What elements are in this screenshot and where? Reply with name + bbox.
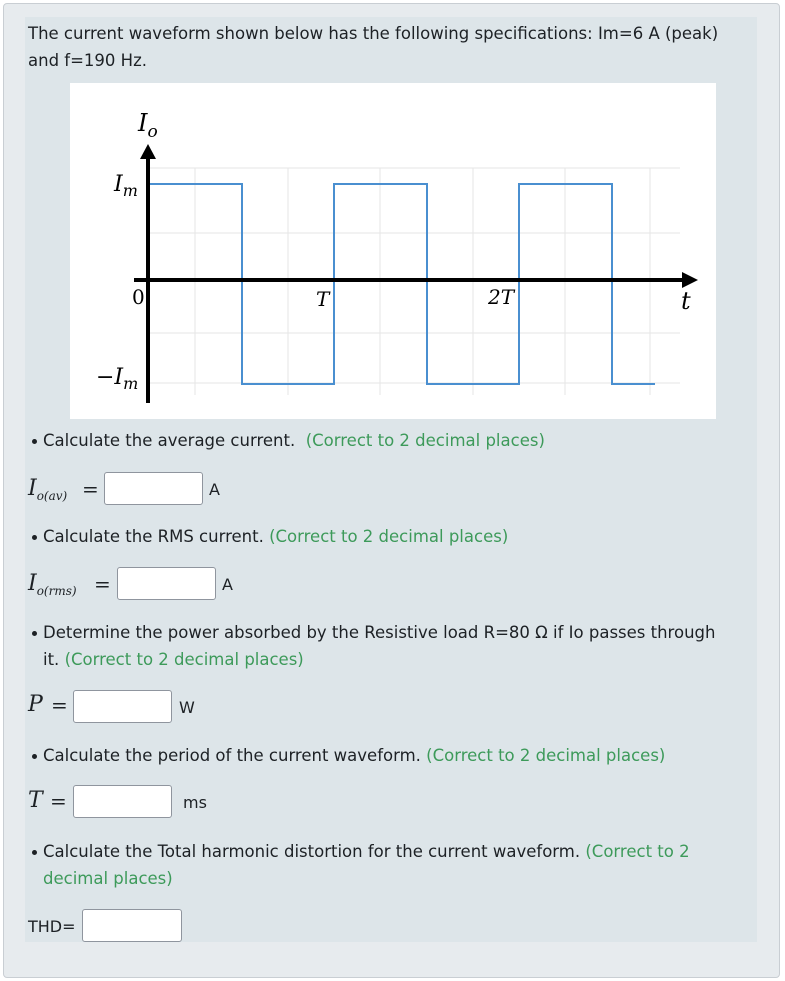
y-axis-label: $I_o$ bbox=[138, 109, 158, 142]
precision-note: (Correct to 2 decimal places) bbox=[269, 527, 509, 546]
precision-note: (Correct to 2 bbox=[585, 842, 690, 861]
y-axis-arrow bbox=[140, 144, 156, 159]
thd-input[interactable] bbox=[82, 909, 182, 942]
period-unit: ms bbox=[183, 793, 207, 812]
question-intro: The current waveform shown below has the following specifications: Im=6 A (peak) and f=190 Hz. bbox=[28, 24, 719, 70]
x-axis-arrow bbox=[682, 272, 698, 288]
rms-current-symbol: $I_{o(rms)}$ bbox=[28, 571, 77, 598]
avg-current-input[interactable] bbox=[104, 472, 203, 505]
bullet bbox=[32, 850, 37, 855]
equals-sign: = bbox=[94, 572, 111, 596]
part-power-instruction: Determine the power absorbed by the Resistive load R=80 Ω if Io passes through it. (Correct to 2 decimal places) bbox=[43, 623, 716, 669]
tick-label-2T: 2T bbox=[488, 285, 515, 309]
precision-note: (Correct to 2 decimal places) bbox=[64, 650, 304, 669]
part-rms-instruction: Calculate the RMS current. (Correct to 2 decimal places) bbox=[43, 527, 509, 546]
waveform-svg bbox=[70, 83, 716, 419]
precision-note: (Correct to 2 decimal places) bbox=[426, 746, 666, 765]
part-thd-instruction: Calculate the Total harmonic distortion for the current waveform. (Correct to 2 decimal places) bbox=[43, 842, 690, 888]
power-symbol: P bbox=[28, 692, 43, 717]
tick-label-neg-im: $-I_m$ bbox=[96, 365, 139, 393]
bullet bbox=[32, 439, 37, 444]
bullet bbox=[32, 754, 37, 759]
precision-note: (Correct to 2 decimal places) bbox=[305, 431, 545, 450]
part-average-instruction: Calculate the average current. (Correct to 2 decimal places) bbox=[43, 431, 545, 450]
equals-sign: = bbox=[50, 789, 67, 813]
avg-current-symbol: $I_{o(av)}$ bbox=[28, 476, 68, 503]
precision-note: decimal places) bbox=[43, 869, 173, 888]
waveform-figure bbox=[70, 83, 716, 419]
square-waveform bbox=[148, 184, 655, 384]
part-period-instruction: Calculate the period of the current waveform. (Correct to 2 decimal places) bbox=[43, 746, 666, 765]
rms-current-unit: A bbox=[222, 575, 233, 594]
period-symbol: T bbox=[28, 788, 43, 813]
tick-label-zero: 0 bbox=[132, 285, 145, 309]
equals-sign: = bbox=[51, 693, 68, 717]
bullet bbox=[32, 535, 37, 540]
bullet bbox=[32, 631, 37, 636]
power-input[interactable] bbox=[73, 690, 172, 723]
tick-label-T: T bbox=[316, 287, 330, 311]
period-input[interactable] bbox=[73, 785, 172, 818]
power-unit: W bbox=[179, 698, 195, 717]
tick-label-im: $I_m$ bbox=[114, 172, 138, 200]
avg-current-unit: A bbox=[209, 480, 220, 499]
thd-label: THD= bbox=[28, 917, 76, 936]
rms-current-input[interactable] bbox=[117, 567, 216, 600]
equals-sign: = bbox=[82, 477, 99, 501]
x-axis-label: t bbox=[681, 287, 691, 315]
